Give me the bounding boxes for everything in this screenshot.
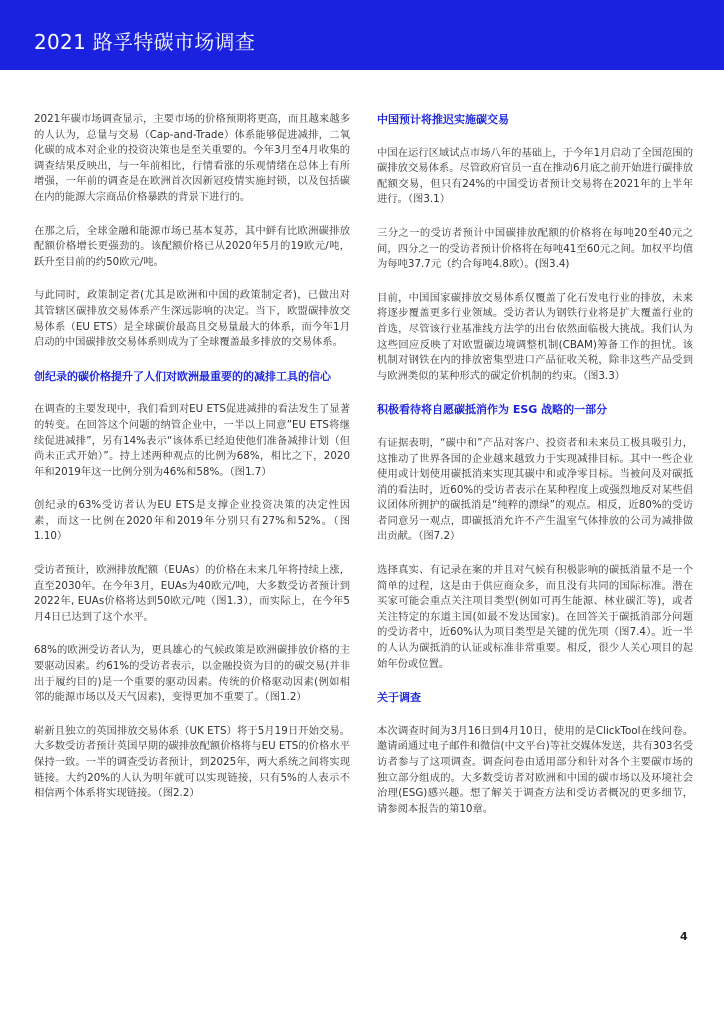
china-ets-launch-paragraph: 中国在运行区域试点市场八年的基础上，于今年1月启动了全国范围的碳排放交易体系。尽管政府官员一直在推动6月底之前开始进行碳排放配额交易，但只有24%的中国受访者预计交易将在2021年的上半年进行。（图3.1） [377, 146, 693, 206]
offset-selection-paragraph: 选择真实、有记录在案的并且对气候有积极影响的碳抵消量不是一个简单的过程，这是由于供应商众多，而且没有共同的国际标准。潜在买家可能会重点关注项目类型(例如可再生能源、林业碳汇等)，或者关注特定的东道主国(如最不发达国家)。在回答关于碳抵消部分问题的受访者中，近60%认为项目类型是关键的优先项（图7.4）。近一半的人认为碳抵消的认证或标准非常重要。相反，很少人关心项目的起始年份或位置。 [377, 564, 693, 670]
price-drivers-paragraph: 68%的欧洲受访者认为，更具雄心的气候政策是欧洲碳排放价格的主要驱动因素。约61%的受访者表示，以金融投资为目的的碳交易(并非出于履约目的)是一个重要的驱动因素。传统的价格驱动因素(例如相邻的能源市场以及天气因素)，变得更加不重要了。（图1.2） [34, 644, 350, 704]
eua-price-paragraph: 受访者预计，欧洲排放配额（EUAs）的价格在未来几年将持续上涨，直至2030年。在今年3月，EUAs为40欧元/吨，大多数受访者预计到2022年, EUAs价格将达到50欧元/吨（图1.3），而实际上，在今年5月4日已达到了这个水平。 [34, 564, 350, 623]
page-number: 4 [680, 930, 688, 943]
intro-paragraph: 2021年碳市场调查显示，主要市场的价格预期将更高，而且越来越多的人认为，总量与交易（Cap-and-Trade）体系能够促进减排，二氧化碳的成本对企业的投资决策也是至关重要的。今年3月至4月收集的调查结果反映出，与一年前相比，行情看涨的乐观情绪在总体上有所增强，一年前的调查是在欧洲首次因新冠疫情实施封锁，以及包括碳在内的能源大宗商品价格暴跌的背景下进行的。 [34, 113, 350, 203]
section-heading-china-delay: 中国预计将推迟实施碳交易 [377, 113, 509, 126]
investment-decision-paragraph: 创纪录的63%受访者认为EU ETS是支撑企业投资决策的决定性因素，而这一比例在2020年和2019年分别只有27%和52%。（图1.10） [34, 499, 350, 543]
china-price-paragraph: 三分之一的受访者预计中国碳排放配额的价格将在每吨20至40元之间，四分之一的受访者预计价格将在每吨41至60元之间。加权平均值为每吨37.7元（约合每吨4.8欧）。(图3.4) [377, 226, 693, 271]
carbon-neutral-paragraph: 有证据表明，“碳中和”产品对客户、投资者和未来员工极具吸引力，这推动了世界各国的企业越来越致力于实现减排目标。其中一些企业使用或计划使用碳抵消来实现其碳中和或净零目标。当被问及对碳抵消的看法时，近60%的受访者表示在某种程度上或强烈地反对某些倡议团体所拥护的碳抵消是“纯粹的漂绿”的观点。相反，近80%的受访者同意另一观点，即碳抵消允许不产生温室气体排放的公司为减排做出贡献。（图7.2） [377, 436, 693, 543]
right-column [377, 112, 693, 835]
section-heading-offsets-esg: 积极看待将自愿碳抵消作为 ESG 战略的一部分 [377, 403, 608, 417]
policy-paragraph: 与此同时，政策制定者(尤其是欧洲和中国的政策制定者)，已做出对其管辖区碳排放交易体系产生深远影响的决定。当下，欧盟碳排放交易体系（EU ETS）是全球碳价最高且交易量最大的体系，而今年1月启动的中国碳排放交易体系则成为了全球覆盖最多排放的交易体系。 [34, 289, 350, 349]
section-heading-about-survey: 关于调查 [377, 691, 421, 705]
china-coverage-paragraph: 目前，中国国家碳排放交易体系仅覆盖了化石发电行业的排放，未来将逐步覆盖更多行业领域。受访者认为钢铁行业将是扩大覆盖行业的首选，尽管该行业基准线方法学的出台依然面临极大挑战。我们认为这些回应反映了对欧盟碳边境调整机制(CBAM)筹备工作的担忧。该机制对钢铁在内的排放密集型进口产品征收关税，除非这些产品受到与欧洲类似的某种形式的碳定价机制的约束。（图3.3） [377, 291, 693, 382]
left-column [34, 112, 350, 820]
header-bar [0, 0, 724, 70]
eu-ets-findings-paragraph: 在调查的主要发现中，我们看到对EU ETS促进减排的看法发生了显著的转变。在回答这个问题的纳管企业中，一半以上同意”EU ETS将继续促进减排”，另有14%表示“该体系已经迫使他们准备减排计划（但尚未正式开始）”。持上述两种观点的比例为68%，相比之下，2020年和2019年这一比例分别为46%和58%。（图1.7） [34, 403, 350, 478]
survey-method-paragraph: 本次调查时间为3月16日到4月10日，使用的是ClickTool在线问卷。邀请函通过电子邮件和微信(中文平台)等社交媒体发送，共有303名受访者参与了这项调查。调查问卷由适用部分和针对各个主要碳市场的独立部分组成的。大多数受访者对欧洲和中国的碳市场以及环境社会治理(ESG)感兴趣。想了解关于调查方法和受访者概况的更多细节，请参阅本报告的第10章。 [377, 724, 693, 815]
section-heading-eu-confidence: 创纪录的碳价格提升了人们对欧洲最重要的的减排工具的信心 [34, 369, 331, 383]
market-recovery-paragraph: 在那之后，全球金融和能源市场已基本复苏，其中鲜有比欧洲碳排放配额价格增长更强劲的。该配额价格已从2020年5月的19欧元/吨，跃升至目前的约50欧元/吨。 [34, 224, 350, 268]
uk-ets-paragraph: 崭新且独立的英国排放交易体系（UK ETS）将于5月19日开始交易。大多数受访者预计英国早期的碳排放配额价格将与EU ETS的价格水平保持一致。一半的调查受访者预计，到2025年，两大系统之间将实现链接。大约20%的人认为明年就可以实现链接，只有5%的人表示不相信两个体系将实现链接。（图2.2） [34, 724, 350, 800]
document-title: 2021 路孚特碳市场调查 [34, 30, 256, 54]
